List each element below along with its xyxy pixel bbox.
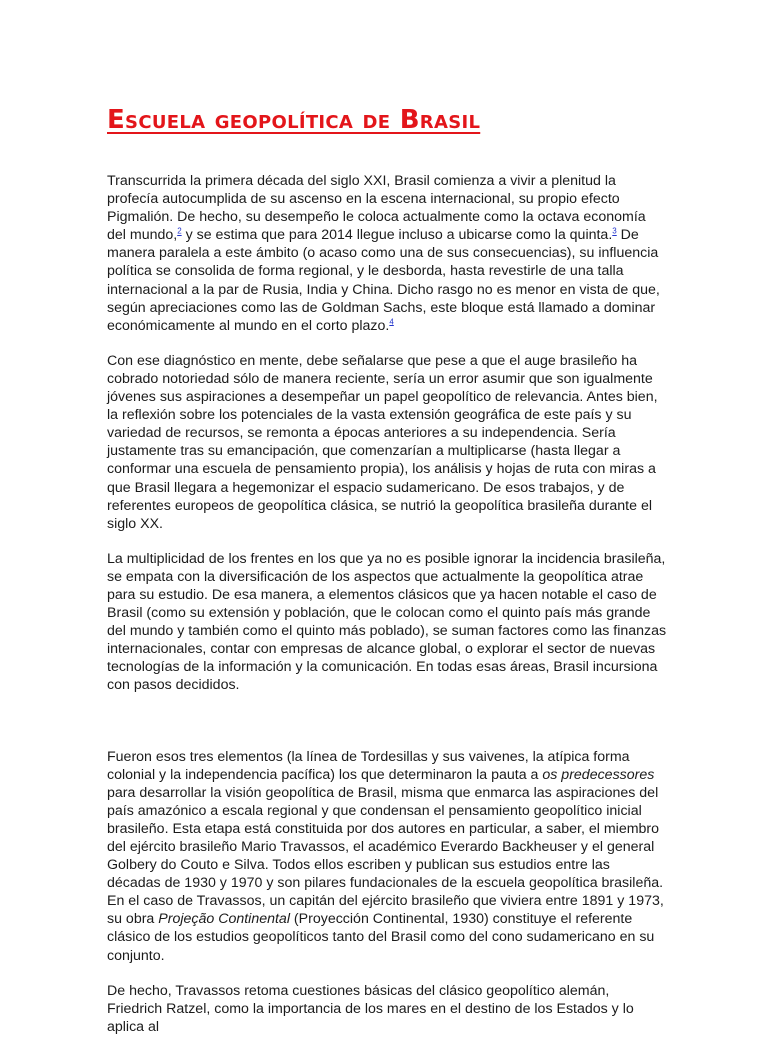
- paragraph-4-text-a: Fueron esos tres elementos (la línea de Tordesillas y sus vaivenes, la atípica forma colonial y la independencia pacífica) los que determinaron la pauta a: [107, 748, 630, 783]
- footnote-link-4[interactable]: 4: [389, 317, 394, 327]
- paragraph-4: [107, 748, 667, 965]
- paragraph-3: La multiplicidad de los frentes en los que ya no es posible ignorar la incidencia brasileña, se empata con la diversificación de los aspectos que actualmente la geopolítica atrae para su estudio. De esa manera, a elementos clásicos que ya hacen notable el caso de Brasil (como su extensión y población, que le colocan como el quinto país más grande del mundo y también como el quinto más poblado), se suman factores como las finanzas internacionales, contar con empresas de alcance global, o explorar el sector de nuevas tecnologías de la información y la comunicación. En todas esas áreas, Brasil incursiona con pasos decididos.: [107, 550, 667, 694]
- footnote-ref-4[interactable]: [389, 317, 393, 326]
- paragraph-1-text-c: De manera paralela a este ámbito (o acaso como una de sus consecuencias), su influencia política se consolida de forma regional, y le desborda, hasta revestirle de una talla internacional a la par de Rusia, India y China. Dicho rasgo no es menor en vista de que, según apreciaciones como las de Goldman Sachs, este bloque está llamado a dominar económicamente al mundo en el corto plazo.: [107, 227, 660, 334]
- document-title: Escuela geopolítica de Brasil: [107, 105, 481, 135]
- paragraph-1: [107, 172, 667, 335]
- paragraph-2: Con ese diagnóstico en mente, debe señalarse que pese a que el auge brasileño ha cobrado notoriedad sólo de manera reciente, sería un error asumir que son igualmente jóvenes sus aspiraciones a desempeñar un papel geopolítico de relevancia. Antes bien, la reflexión sobre los potenciales de la vasta extensión geográfica de este país y su variedad de recursos, se remonta a épocas anteriores a su independencia. Sería justamente tras su emancipación, que comenzarían a multiplicarse (hasta llegar a conformar una escuela de pensamiento propia), los análisis y hojas de ruta con miras a que Brasil llegara a hegemonizar el espacio sudamericano. De esos trabajos, y de referentes europeos de geopolítica clásica, se nutrió la geopolítica brasileña durante el siglo XX.: [107, 352, 658, 532]
- paragraph-1-text-b: y se estima que para 2014 llegue incluso a ubicarse como la quinta.: [181, 227, 613, 244]
- paragraph-4-text-c: (Proyección Continental, 1930) constituye el referente clásico de los estudios geopolíticos tanto del Brasil como del cono sudamericano en su conjunto.: [107, 911, 655, 964]
- document-page: [107, 98, 667, 1053]
- paragraph-4-italic-1: os predecessores: [542, 766, 655, 783]
- blank-space: [107, 712, 667, 748]
- paragraph-4-italic-2: Projeção Continental: [158, 911, 290, 928]
- paragraph-4-text-b: para desarrollar la visión geopolítica de Brasil, misma que enmarca las aspiraciones del país amazónico a escala regional y que condensan el pensamiento geopolítico inicial brasileño. Esta etapa está constituida por dos autores en particular, a saber, el miembro del ejército brasileño Mario Travassos, el académico Everardo Backheuser y el general Golbery do Couto e Silva. Todos ellos escriben y publican sus estudios entre las décadas de 1930 y 1970 y son pilares fundacionales de la escuela geopolítica brasileña. En el caso de Travassos, un capitán del ejército brasileño que viviera entre 1891 y 1973, su obra: [107, 784, 664, 928]
- paragraph-5: De hecho, Travassos retoma cuestiones básicas del clásico geopolítico alemán, Friedrich Ratzel, como la importancia de los mares en el destino de los Estados y lo aplica al: [107, 982, 634, 1035]
- paragraph-1-text-a: Transcurrida la primera década del siglo XXI, Brasil comienza a vivir a plenitud la profecía autocumplida de su ascenso en la escena internacional, su propio efecto Pigmalión. De hecho, su desempeño le coloca actualmente como la octava economía del mundo,: [107, 173, 646, 244]
- footnote-link-3[interactable]: 3: [612, 226, 617, 236]
- footnote-link-2[interactable]: 2: [177, 226, 182, 236]
